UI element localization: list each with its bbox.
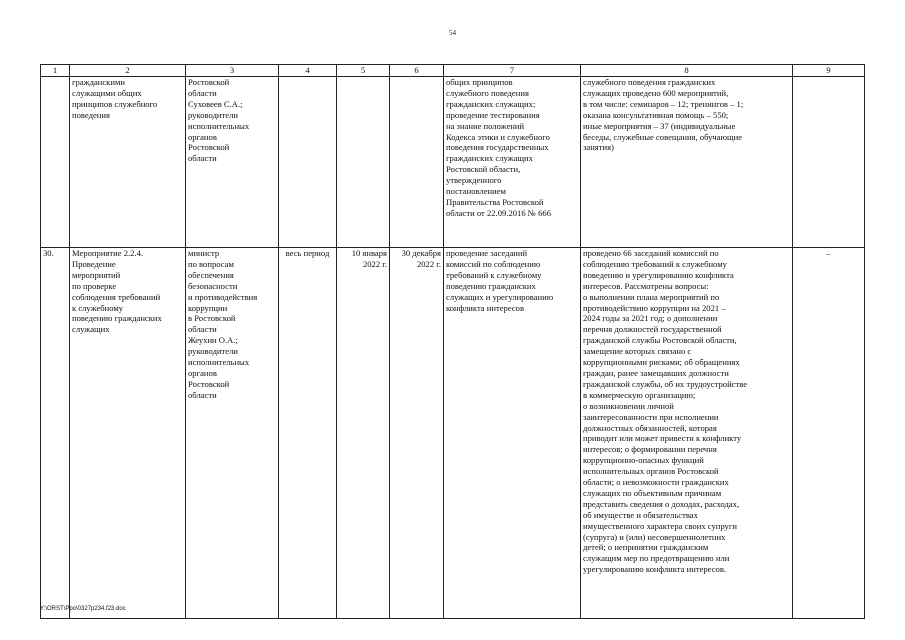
column-header-3: 3 xyxy=(186,65,279,77)
column-header-1: 1 xyxy=(41,65,70,77)
column-header-9: 9 xyxy=(793,65,865,77)
responsible-executor: министр по вопросам обеспечения безопасности и противодействия коррупции в Ростовской области Жеухин О.А.; руководители исполнительных органов Ростовской области xyxy=(186,248,279,619)
table-row-30 xyxy=(41,248,865,619)
start-date: 10 января 2022 г. xyxy=(337,248,390,619)
activity-name: Мероприятие 2.2.4. Проведение мероприятий по проверке соблюдения требований к служебному поведению гражданских служащих xyxy=(70,248,186,619)
column-header-8: 8 xyxy=(581,65,793,77)
actual-result: служебного поведения гражданских служащих проведено 600 мероприятий, в том числе: семинаров – 12; тренингов – 1; оказана консультативная помощь – 550; иные мероприятия – 37 (индивидуальные беседы, служебные совещания, обучающие занятия) xyxy=(581,77,793,248)
column-number-row xyxy=(41,65,865,77)
table-row-continuation xyxy=(41,77,865,248)
planned-period xyxy=(279,77,337,248)
planned-period: весь период xyxy=(279,248,337,619)
notes xyxy=(793,77,865,248)
footer-file-path: Y:\ORST\Ppo\0327p234.f23.doc xyxy=(40,606,126,612)
expected-result: проведение заседаний комиссий по соблюдению требований к служебному поведению гражданских служащих и урегулированию конфликта интересов xyxy=(444,248,581,619)
end-date: 30 декабря 2022 г. xyxy=(390,248,444,619)
activity-name: гражданскими служащими общих принципов служебного поведения xyxy=(70,77,186,248)
expected-result: общих принципов служебного поведения гражданских служащих; проведение тестирования на знание положений Кодекса этики и служебного поведения государственных гражданских служащих Ростовской области, утвержденного постановлением Правительства Ростовской области от 22.09.2016 № 666 xyxy=(444,77,581,248)
notes: – xyxy=(793,248,865,619)
end-date xyxy=(390,77,444,248)
actual-result: проведено 66 заседаний комиссий по соблюдению требований к служебному поведению и урегулированию конфликта интересов. Рассмотрены вопросы: о выполнении плана мероприятий по противодействию коррупции на 2021 – 2024 годы за 2021 год; о дополнении перечня должностей государственной гражданской службы Ростовской области, замещение которых связано с коррупционными рисками; об обращениях граждан, ранее замещавших должности гражданской службы, об их трудоустройстве в коммерческую организацию; о возникновении личной заинтересованности при исполнении должностных обязанностей, которая приводит или может привести к конфликту интересов; о формировании перечня коррупционно-опасных функций исполнительных органов Ростовской области; о невозможности гражданских служащих по объективным причинам представить сведения о доходах, расходах, об имуществе и обязательствах имущественного характера своих супруги (супруга) и (или) несовершеннолетних детей; о непринятии гражданским служащим мер по предотвращению или урегулированию конфликта интересов. xyxy=(581,248,793,619)
column-header-7: 7 xyxy=(444,65,581,77)
column-header-5: 5 xyxy=(337,65,390,77)
row-number: 30. xyxy=(41,248,70,619)
page-number: 54 xyxy=(449,29,456,37)
start-date xyxy=(337,77,390,248)
column-header-2: 2 xyxy=(70,65,186,77)
column-header-6: 6 xyxy=(390,65,444,77)
report-table xyxy=(40,64,865,619)
column-header-4: 4 xyxy=(279,65,337,77)
responsible-executor: Ростовской области Суховеев С.А.; руководители исполнительных органов Ростовской области xyxy=(186,77,279,248)
row-number xyxy=(41,77,70,248)
